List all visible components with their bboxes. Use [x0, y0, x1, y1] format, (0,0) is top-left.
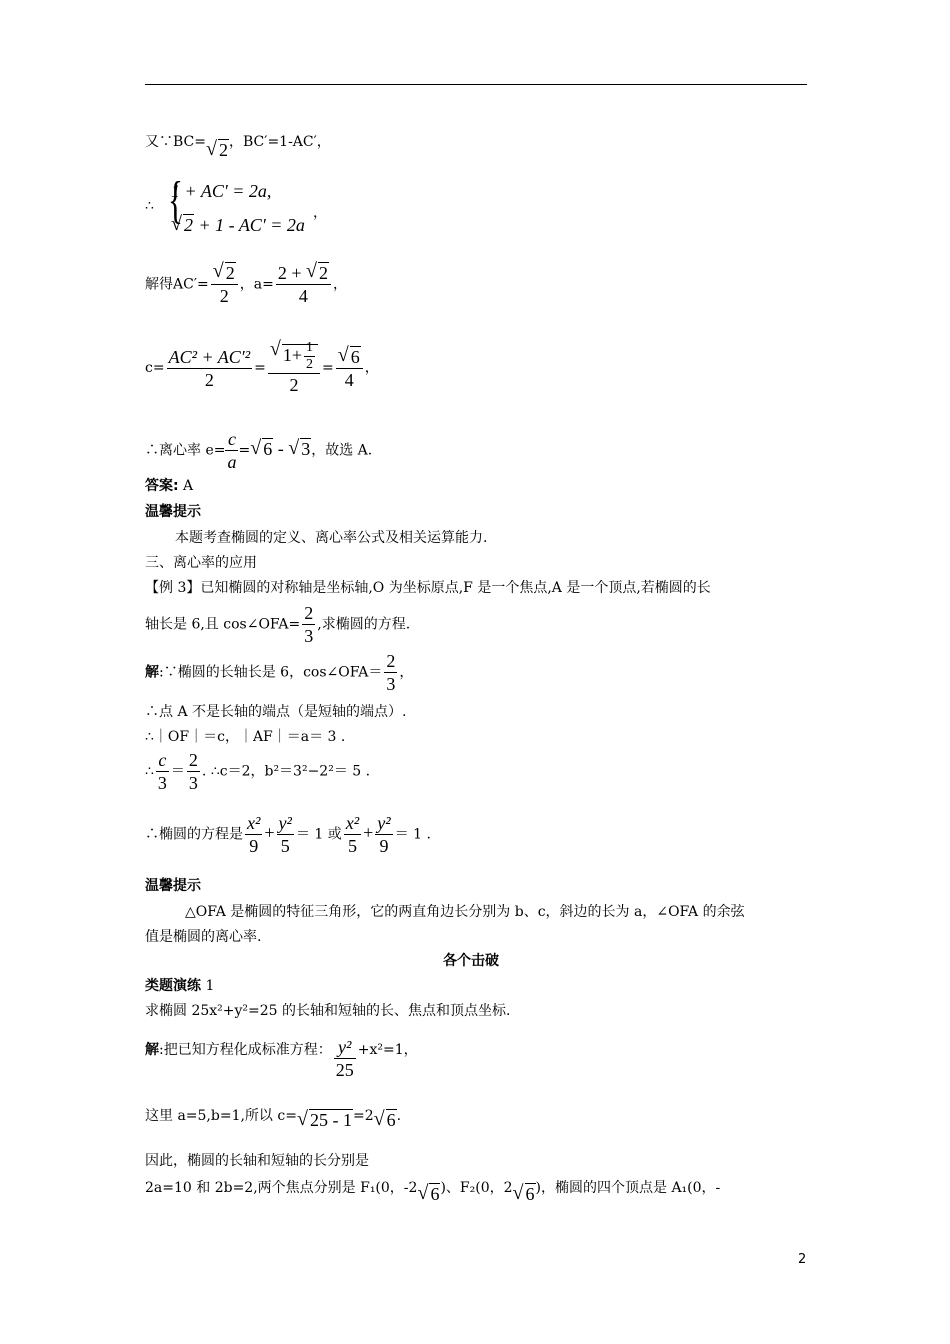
numerator: x² — [247, 813, 261, 833]
fraction — [384, 650, 397, 695]
text: . — [396, 1108, 402, 1124]
text: )、F₂(0，2 — [440, 1180, 513, 1196]
example-3-line2 — [145, 602, 410, 647]
fraction — [225, 428, 238, 473]
denominator: 2 — [219, 286, 229, 306]
drill-solution-line3: 因此，椭圆的长轴和短轴的长分别是 — [145, 1153, 369, 1169]
numerator: y² — [278, 813, 292, 833]
text: 轴长是 6,且 cos∠OFA= — [145, 616, 301, 633]
denominator: 3 — [304, 626, 314, 646]
text: )，椭圆的四个顶点是 A₁(0，- — [535, 1180, 721, 1196]
solution-line2: ∴点 A 不是长轴的端点（是短轴的端点）. — [145, 704, 407, 720]
text: :把已知方程化成标准方程： — [159, 1042, 332, 1058]
text: 又∵BC= — [145, 134, 206, 150]
line-eccentricity — [145, 428, 372, 473]
text: :∵椭圆的长轴长是 6，cos∠OFA＝ — [159, 664, 383, 681]
solution-line1 — [145, 650, 413, 695]
solution-line4 — [145, 749, 370, 794]
therefore-symbol — [145, 198, 154, 214]
line-solve — [145, 262, 347, 307]
text: = — [254, 360, 266, 376]
text: ＝ — [170, 763, 185, 780]
section-title: 各个击破 — [443, 953, 499, 969]
numerator: y² — [334, 1036, 356, 1059]
numerator: √ 6 — [336, 346, 363, 369]
text: 2a=10 和 2b=2,两个焦点分别是 F₁(0，-2 — [145, 1180, 418, 1196]
example-3-line1: 【例 3】已知椭圆的对称轴是坐标轴,O 为坐标原点,F 是一个焦点,A 是一个顶点,若椭圆的长 — [145, 580, 711, 596]
answer-label: 答案: — [145, 478, 179, 494]
text: ， — [313, 205, 327, 221]
text: + — [363, 822, 374, 843]
drill-heading — [145, 975, 214, 995]
text: 解得AC′= — [145, 276, 209, 293]
denominator: 25 — [335, 1060, 354, 1080]
sqrt: √ 3 — [288, 439, 311, 460]
denominator: 9 — [379, 836, 389, 856]
fraction — [277, 812, 294, 857]
sqrt-content: 2 — [219, 140, 228, 160]
line-c — [145, 340, 379, 396]
numerator: 2 — [304, 603, 314, 623]
sqrt: √ 6 — [513, 1184, 536, 1205]
tip-body: 本题考查椭圆的定义、离心率公式及相关运算能力. — [175, 530, 488, 546]
fraction — [336, 346, 363, 391]
text: ＝ 1 . — [394, 826, 431, 843]
page-number: 2 — [798, 1252, 807, 1267]
numerator: 2 — [386, 651, 396, 671]
drill-number: 1 — [201, 978, 215, 994]
denominator: 3 — [188, 773, 198, 793]
tip-title-2: 温馨提示 — [145, 878, 201, 894]
tip-title: 温馨提示 — [145, 504, 201, 520]
text: c= — [145, 360, 165, 376]
text: 这里 a=5,b=1,所以 c= — [145, 1108, 297, 1124]
solution-label: 解 — [145, 664, 159, 681]
denominator: 9 — [249, 836, 259, 856]
numerator: AC² + AC′² — [168, 346, 251, 367]
drill-label: 类题演练 — [145, 978, 201, 994]
text: ,求椭圆的方程. — [317, 616, 411, 633]
section-heading: 三、离心率的应用 — [145, 555, 257, 571]
text: =2 — [352, 1108, 374, 1124]
sqrt — [206, 140, 229, 161]
text: ∴椭圆的方程是 — [145, 826, 243, 843]
denominator: 3 — [157, 773, 167, 793]
denominator: 2 — [204, 369, 214, 390]
fraction — [167, 346, 253, 391]
fraction — [187, 749, 200, 794]
solution-label: 解 — [145, 1042, 159, 1058]
fraction — [302, 602, 315, 647]
text: ， — [332, 276, 347, 293]
numerator: y² — [377, 813, 391, 833]
line-bc — [145, 130, 331, 160]
text: . ∴c＝2，b²＝3²−2²＝ 5 . — [201, 763, 371, 780]
text: ，BC′=1-AC′， — [229, 134, 331, 150]
solution-line3: ∴｜OF｜＝c，｜AF｜＝a＝ 3 . — [145, 729, 346, 745]
numerator: x² — [345, 813, 360, 833]
sqrt: √ 6 — [374, 1110, 397, 1131]
denominator: 5 — [347, 836, 357, 856]
fraction — [334, 1036, 356, 1081]
fraction — [211, 262, 238, 307]
drill-solution-line4 — [145, 1176, 721, 1204]
text: = — [322, 360, 334, 376]
equation-1: 1 + AC′ = 2a, — [171, 181, 272, 201]
answer-value: A — [178, 478, 194, 494]
text: ，a= — [239, 276, 274, 293]
answer-line — [145, 475, 193, 495]
fraction — [344, 812, 361, 857]
text: ∴ — [145, 198, 154, 214]
denominator: a — [227, 452, 237, 472]
denominator: 4 — [344, 369, 354, 390]
numerator: √ 2 — [211, 262, 238, 285]
text: ，故选 A. — [311, 442, 373, 459]
text: = — [238, 442, 251, 459]
fraction — [276, 262, 331, 307]
sqrt: √ 6 — [417, 1184, 440, 1205]
system-comma — [313, 202, 327, 222]
denominator: 5 — [280, 836, 290, 856]
numerator: 2 — [188, 750, 198, 770]
denominator: 3 — [386, 674, 396, 694]
solution-line5 — [145, 812, 431, 857]
tip2-line2: 值是椭圆的离心率. — [145, 929, 262, 945]
left-brace: { — [167, 172, 183, 229]
drill-solution-line2 — [145, 1104, 402, 1130]
text: - — [273, 438, 289, 459]
text: + — [264, 822, 275, 843]
drill-question: 求椭圆 25x²+y²=25 的长轴和短轴的长、焦点和顶点坐标. — [145, 1003, 511, 1019]
sqrt: √ 25 - 1 — [297, 1110, 353, 1131]
text: ， — [399, 664, 414, 681]
text: ＝ 1 或 — [295, 826, 342, 843]
sqrt: √ 6 — [250, 439, 273, 460]
tip2-line1: △OFA 是椭圆的特征三角形，它的两直角边长分别为 b、c，斜边的长为 a，∠OFA 的余弦 — [185, 904, 745, 920]
text: + 1 - AC′ = 2a — [194, 215, 305, 235]
fraction — [156, 749, 169, 794]
sqrt — [171, 215, 194, 236]
denominator: 2 — [289, 375, 299, 395]
fraction — [375, 812, 392, 857]
numerator: √ 1+ $\frac{1}{2}$ — [268, 340, 320, 374]
numerator: 2 + √ 2 — [276, 262, 331, 285]
text: ∴ — [145, 763, 154, 780]
sqrt-content: 2 — [184, 215, 193, 235]
text: +x²=1， — [357, 1042, 418, 1058]
equation-2 — [171, 215, 305, 236]
text: ∴离心率 e= — [145, 442, 226, 459]
fraction — [268, 340, 320, 396]
drill-solution-line1 — [145, 1036, 418, 1081]
numerator: c — [225, 428, 238, 451]
text: ， — [364, 360, 379, 376]
header-rule — [145, 84, 807, 85]
fraction — [245, 812, 262, 857]
numerator: c — [156, 749, 169, 772]
denominator: 4 — [298, 286, 308, 306]
